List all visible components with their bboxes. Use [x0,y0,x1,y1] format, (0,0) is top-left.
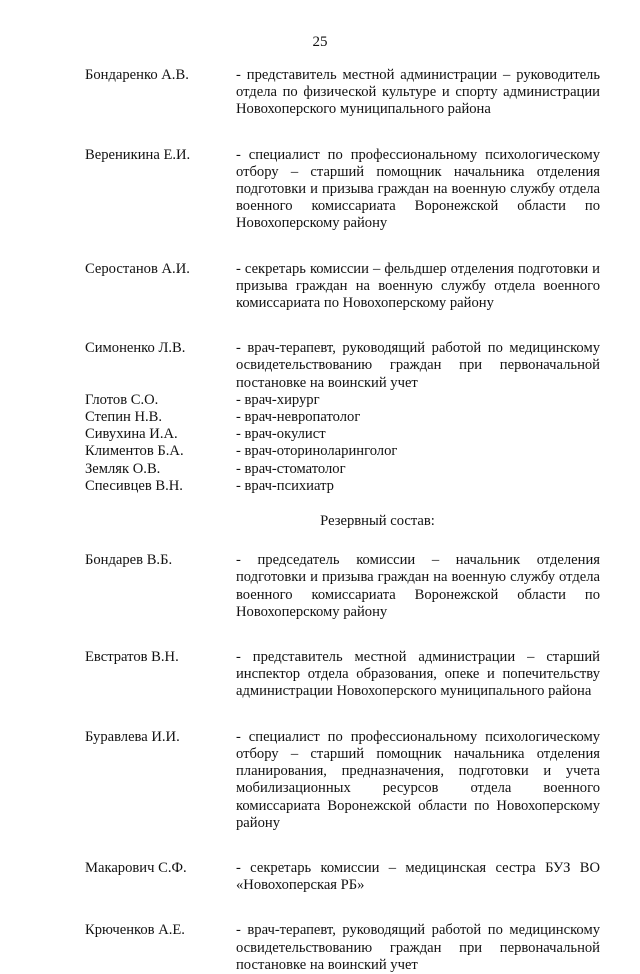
member-name: Серостанов А.И. [85,260,190,277]
member-entry [85,67,600,119]
member-name: Крюченков А.Е. [85,922,185,939]
doctor-name: Спесивцев В.Н. [85,477,183,494]
reserve-section-title: Резервный состав: [320,513,435,530]
doctor-role: - врач-окулист [236,426,326,443]
doctor-name: Земляк О.В. [85,460,161,477]
member-name: Симоненко Л.В. [85,340,186,357]
member-name: Вереникина Е.И. [85,146,191,163]
member-role: - представитель местной администрации – руководитель отдела по физической культуре и спорту администрации Новохоперского муниципального района [236,67,600,118]
doctor-name: Степин Н.В. [85,409,163,426]
member-role: - врач-терапевт, руководящий работой по медицинскому освидетельствованию граждан при первоначальной постановке на воинский учет [236,340,600,391]
member-role: - секретарь комиссии – медицинская сестра БУЗ ВО «Новохоперская РБ» [236,859,600,894]
doctor-entry [85,392,600,409]
member-name: Бондарев В.Б. [85,552,173,569]
doctor-role: - врач-хирург [236,391,320,408]
member-role: - специалист по профессиональному психологическому отбору – старший помощник начальника отделения планирования, предназначения, подготовки и учета мобилизационных ресурсов отдела военного комиссариата Воронежской области по Новохоперскому району [236,728,600,831]
member-entry [85,261,600,313]
member-entry [85,147,600,233]
doctor-role: - врач-психиатр [236,477,334,494]
member-entry [85,340,600,392]
doctor-name: Климентов Б.А. [85,443,184,460]
doctor-entry [85,443,600,460]
reserve-member-entry [85,552,600,621]
member-role: - председатель комиссии – начальник отделения подготовки и призыва граждан на военную службу отдела военного комиссариата Воронежской области по Новохоперскому району [236,552,600,620]
doctor-role: - врач-стоматолог [236,460,346,477]
member-name: Бондаренко А.В. [85,67,189,83]
reserve-member-entry [85,860,600,894]
member-role: - врач-терапевт, руководящий работой по медицинскому освидетельствованию граждан при первоначальной постановке на воинский учет [236,922,600,973]
member-name: Буравлева И.И. [85,728,180,745]
page-number: 25 [312,34,328,50]
doctor-entry [85,409,600,426]
reserve-member-entry [85,649,600,701]
reserve-member-entry [85,729,600,832]
doctor-name: Глотов С.О. [85,391,159,408]
member-role: - специалист по профессиональному психологическому отбору – старший помощник начальника отделения подготовки и призыва граждан на военную службу отдела военного комиссариата Воронежской области по Новохоперскому району [236,146,600,232]
doctor-role: - врач-оториноларинголог [236,443,398,460]
member-name: Макарович С.Ф. [85,859,187,876]
doctor-entry [85,461,600,478]
doctor-role: - врач-невропатолог [236,409,361,426]
doctor-entry [85,426,600,443]
document-body [85,67,600,974]
member-name: Евстратов В.Н. [85,649,179,666]
reserve-member-entry [85,922,600,974]
doctor-name: Сивухина И.А. [85,426,178,443]
member-role: - секретарь комиссии – фельдшер отделения подготовки и призыва граждан на военную службу отдела военного комиссариата по Новохоперскому району [236,260,600,312]
doctor-entry [85,478,600,495]
member-role: - представитель местной администрации – старший инспектор отдела образования, опеке и попечительству администрации Новохоперского муниципального района [236,649,600,700]
